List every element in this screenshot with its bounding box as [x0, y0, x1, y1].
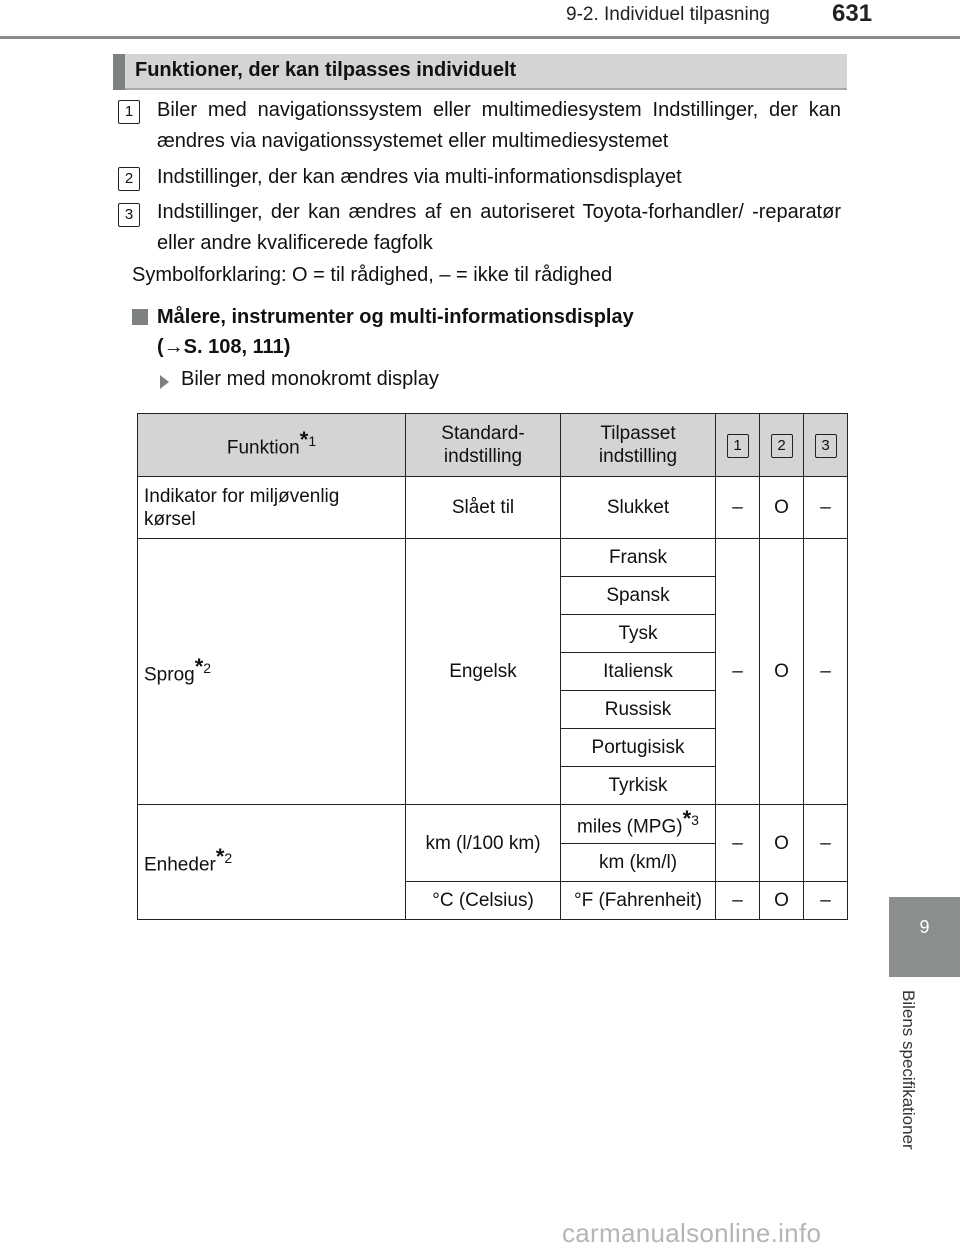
cell-avail-3: – [804, 805, 848, 882]
cell-avail-2: O [760, 882, 804, 920]
header-rule [0, 36, 960, 39]
footnote-ref: 2 [224, 850, 233, 867]
cell-option: Spansk [561, 577, 716, 615]
cell-funktion-eco-line1: Indikator for miljøvenlig [144, 485, 340, 507]
table-header-row [138, 414, 848, 477]
cell-avail-1: – [716, 477, 760, 539]
cell-tilpasset: Slukket [561, 477, 716, 539]
table-row [138, 477, 848, 539]
section-title-bar [113, 54, 847, 90]
cell-funktion-eco-line2: kørsel [144, 508, 196, 530]
cell-option: Tysk [561, 615, 716, 653]
square-bullet-icon [132, 309, 148, 325]
cell-option: Russisk [561, 691, 716, 729]
cell-avail-2: O [760, 539, 804, 805]
col-header-1 [716, 414, 760, 477]
subsection-page-ref[interactable]: (→S. 108, 111) [157, 336, 291, 358]
cell-funktion-sprog-text: Sprog [144, 664, 195, 686]
footnote-mark: * [682, 806, 692, 832]
col-header-tilpasset-line1: Tilpasset [600, 423, 676, 444]
cell-standard: Engelsk [406, 539, 561, 805]
col-header-3 [804, 414, 848, 477]
watermark: carmanualsonline.info [562, 1218, 822, 1248]
cell-option: Fransk [561, 539, 716, 577]
col-header-2 [760, 414, 804, 477]
chapter-number: 9 [919, 917, 930, 937]
footnote-mark: * [215, 844, 225, 870]
table-row [138, 805, 848, 844]
cell-tilpasset: °F (Fahrenheit) [561, 882, 716, 920]
chapter-label-container [896, 990, 920, 1180]
chapter-label: Bilens specifikationer [899, 990, 918, 1150]
footnote-ref: 1 [308, 433, 317, 450]
settings-table [137, 413, 848, 920]
cell-avail-1: – [716, 539, 760, 805]
cell-funktion-sprog [138, 539, 406, 805]
subsection-heading [157, 302, 634, 362]
col-header-standard-line2: indstilling [443, 446, 523, 467]
col-header-tilpasset [561, 414, 716, 477]
cell-funktion-eco [138, 477, 406, 539]
footnote-mark: * [194, 653, 204, 679]
chapter-tab [889, 897, 960, 977]
col-header-tilpasset-line2: indstilling [598, 446, 678, 467]
cell-funktion-enheder [138, 805, 406, 920]
item-text-2: Indstillinger, der kan ændres via multi-informationsdisplayet [157, 166, 682, 188]
item-number-3: 3 [118, 203, 140, 227]
cell-avail-2: O [760, 477, 804, 539]
running-header-section: 9-2. Individuel tilpasning [566, 4, 770, 25]
cell-avail-3: – [804, 477, 848, 539]
cell-avail-1: – [716, 805, 760, 882]
cell-option-text: miles (MPG) [577, 816, 683, 838]
cell-option: km (km/l) [561, 844, 716, 882]
col-header-standard-line1: Standard- [441, 423, 525, 444]
cell-avail-3: – [804, 882, 848, 920]
item-text-3: Indstillinger, der kan ændres af en autoriseret Toyota-forhandler/ -reparatør eller andre kvalificerede fagfolk [157, 201, 841, 254]
page-number: 631 [832, 0, 873, 27]
item-text-1: Biler med navigationssystem eller multimediesystem Indstillinger, der kan ændres via navigationssystemet eller multimediesystemet [157, 99, 841, 152]
item-number-2: 2 [118, 167, 140, 191]
col-number-2: 2 [771, 434, 793, 458]
footnote-ref: 3 [691, 812, 699, 829]
cell-option: Portugisisk [561, 729, 716, 767]
cell-option [561, 805, 716, 844]
cell-standard: °C (Celsius) [406, 882, 561, 920]
col-number-1: 1 [727, 434, 749, 458]
cell-option: Italiensk [561, 653, 716, 691]
section-title: Funktioner, der kan tilpasses individuelt [135, 59, 517, 81]
cell-funktion-enheder-text: Enheder [144, 854, 216, 876]
section-marker [113, 54, 125, 90]
col-header-funktion [138, 414, 406, 477]
table-row [138, 539, 848, 577]
col-header-standard [406, 414, 561, 477]
cell-standard: Slået til [406, 477, 561, 539]
footnote-mark: * [299, 427, 309, 453]
symbol-legend: Symbolforklaring: O = til rådighed, – = ikke til rådighed [132, 264, 613, 286]
cell-avail-1: – [716, 882, 760, 920]
triangle-bullet-icon [160, 375, 169, 389]
cell-option: Tyrkisk [561, 767, 716, 805]
cell-avail-2: O [760, 805, 804, 882]
item-number-1: 1 [118, 100, 140, 124]
sub-item-label: Biler med monokromt display [181, 368, 439, 390]
col-number-3: 3 [815, 434, 837, 458]
cell-avail-3: – [804, 539, 848, 805]
footnote-ref: 2 [203, 659, 212, 676]
cell-standard: km (l/100 km) [406, 805, 561, 882]
col-header-funktion-text: Funktion [226, 437, 300, 459]
subsection-title: Målere, instrumenter og multi-informationsdisplay [157, 306, 634, 328]
